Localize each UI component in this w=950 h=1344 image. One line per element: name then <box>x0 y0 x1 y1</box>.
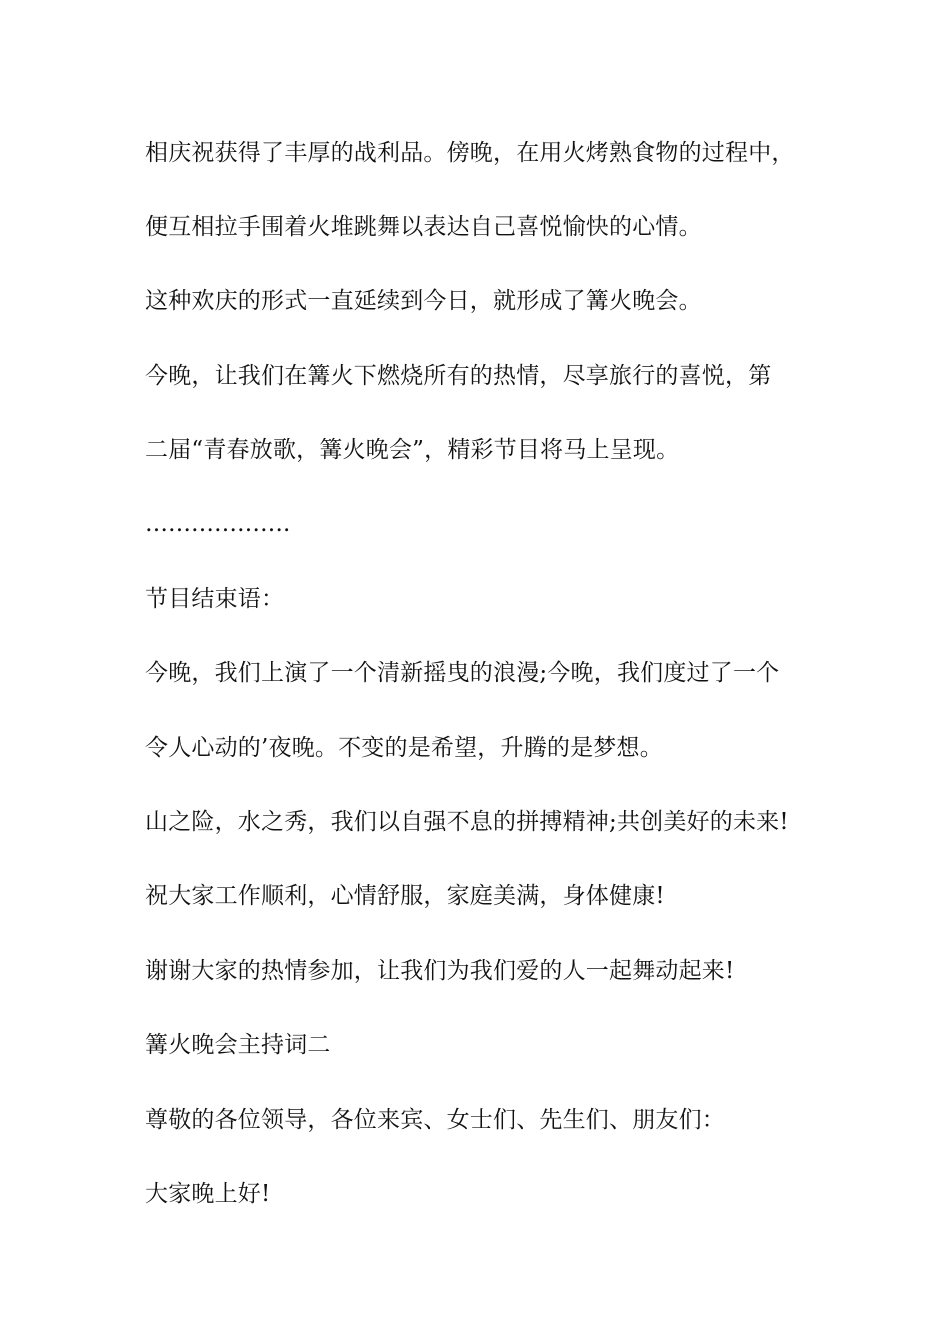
paragraph-line: 便互相拉手围着火堆跳舞以表达自己喜悦愉快的心情。 <box>145 214 702 240</box>
paragraph-line: 祝大家工作顺利，心情舒服，家庭美满，身体健康! <box>145 883 665 909</box>
paragraph-line: 今晚，我们上演了一个清新摇曳的浪漫;今晚，我们度过了一个 <box>145 660 780 686</box>
ellipsis-separator: ………………. <box>145 511 291 537</box>
section-heading: 节目结束语： <box>145 586 285 612</box>
paragraph-line: 相庆祝获得了丰厚的战利品。傍晚，在用火烤熟食物的过程中， <box>145 140 795 166</box>
paragraph-line: 今晚，让我们在篝火下燃烧所有的热情，尽享旅行的喜悦，第 <box>145 363 772 389</box>
paragraph-line: 谢谢大家的热情参加，让我们为我们爱的人一起舞动起来! <box>145 958 735 984</box>
paragraph-line: 山之险，水之秀，我们以自强不息的拼搏精神;共创美好的未来! <box>145 809 789 835</box>
paragraph-line: 令人心动的’夜晚。不变的是希望，升腾的是梦想。 <box>145 735 663 761</box>
paragraph-line: 二届“青春放歌，篝火晚会”，精彩节目将马上呈现。 <box>145 437 680 463</box>
paragraph-line: 这种欢庆的形式一直延续到今日，就形成了篝火晚会。 <box>145 288 702 314</box>
salutation-line: 尊敬的各位领导，各位来宾、女士们、先生们、朋友们： <box>145 1107 725 1133</box>
greeting-line: 大家晚上好! <box>145 1181 271 1207</box>
section-title: 篝火晚会主持词二 <box>145 1032 331 1058</box>
